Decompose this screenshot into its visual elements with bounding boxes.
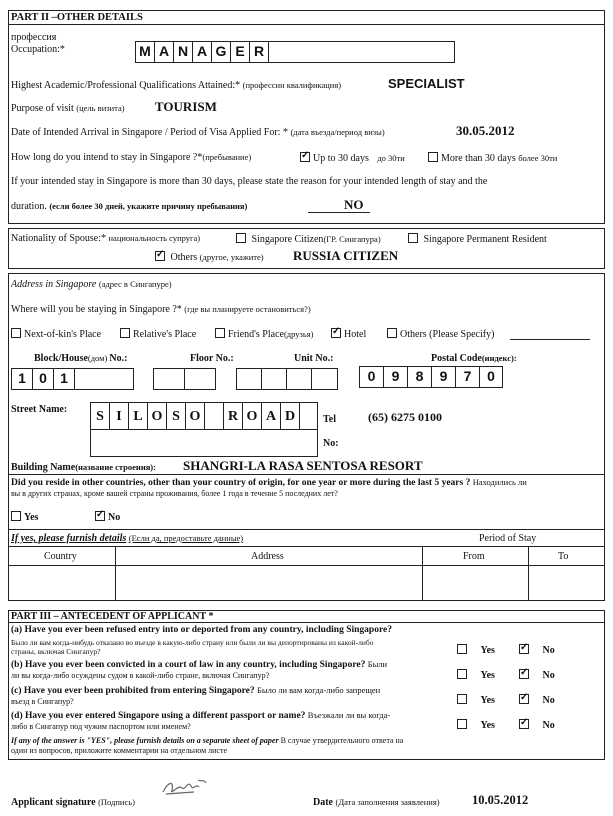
block-char: 0 <box>32 368 54 390</box>
arrival-label <box>11 127 385 138</box>
question-a-ru-1: Было ли вам когда-нибудь отказано во въезде в какую-либо страну или были ли вы депортированы из какой-либо <box>11 638 374 647</box>
date-label <box>313 797 440 808</box>
street-char: S <box>166 402 186 430</box>
street-char: L <box>128 402 148 430</box>
street-char: A <box>261 402 281 430</box>
street-char: D <box>280 402 300 430</box>
street-char: I <box>109 402 129 430</box>
no-label: No <box>542 720 555 731</box>
part2-title-divider <box>8 24 605 25</box>
spouse-option-citizen-label: Singapore Citizen <box>251 234 324 245</box>
spouse-label <box>11 233 200 244</box>
other-country-no[interactable] <box>95 511 120 523</box>
question-d-yes[interactable] <box>457 719 495 731</box>
signature-label <box>11 797 135 808</box>
where-label-ru: (где вы планируете остановиться?) <box>184 304 311 314</box>
checkbox-checked-icon <box>95 511 105 521</box>
where-option-label: Relative's Place <box>133 329 197 340</box>
block-char: 1 <box>53 368 75 390</box>
street-char <box>204 402 224 430</box>
street-char: O <box>147 402 167 430</box>
block-char: 1 <box>11 368 33 390</box>
occupation-char: M <box>135 41 155 63</box>
part2-title: PART II –OTHER DETAILS <box>11 12 143 23</box>
checkbox-icon <box>120 328 130 338</box>
part3-title: PART III – ANTECEDENT OF APPLICANT * <box>11 611 214 622</box>
other-country-yes[interactable] <box>11 511 38 523</box>
postal-char: 9 <box>383 366 408 388</box>
tel-label: Tel <box>323 414 336 425</box>
other-country-question-ru: Находились ли <box>472 477 527 487</box>
address-label <box>11 279 172 290</box>
question-b-ru-inline: Были <box>367 659 388 669</box>
date-label-ru: (Дата заполнения заявления) <box>335 797 440 807</box>
question-b-ru-1: ли вы когда-либо осуждены судом в какой-либо стране, включая Сингапур? <box>11 671 270 680</box>
purpose-label-en: Purpose of visit <box>11 103 74 114</box>
question-c-no[interactable] <box>519 694 555 706</box>
stay-label <box>11 152 251 163</box>
checkbox-icon <box>457 644 467 654</box>
purpose-label-ru: (цель визита) <box>76 103 125 113</box>
street-char: R <box>223 402 243 430</box>
col-from-header: From <box>463 551 485 562</box>
where-option-others[interactable] <box>387 328 494 340</box>
spouse-option-citizen[interactable] <box>236 233 381 245</box>
where-label <box>11 304 311 315</box>
reason-line-2 <box>11 201 247 212</box>
table-header-top <box>8 546 605 547</box>
where-option-hotel[interactable] <box>331 328 366 340</box>
address-label-ru: (адрес в Сингапуре) <box>98 279 172 289</box>
ifyes-label-en: If yes, please furnish details <box>11 533 127 544</box>
postal-field[interactable] <box>359 366 503 388</box>
block-label <box>34 353 127 364</box>
postal-char: 9 <box>431 366 456 388</box>
other-country-question <box>11 477 527 488</box>
yes-label: Yes <box>480 720 495 731</box>
block-label-ru: (дом) <box>87 353 108 363</box>
spouse-option-pr-label: Singapore Permanent Resident <box>423 234 547 245</box>
checkbox-checked-icon <box>331 328 341 338</box>
checkbox-icon <box>11 511 21 521</box>
qualifications-label-ru: (профессин квалификация) <box>242 80 342 90</box>
period-label: Period of Stay <box>479 533 537 544</box>
reason-label-en: duration. <box>11 201 47 212</box>
unit-field[interactable] <box>236 368 338 390</box>
checkbox-icon <box>428 152 438 162</box>
checkbox-icon <box>408 233 418 243</box>
floor-cell <box>153 368 185 390</box>
signature-label-ru: (Подпись) <box>98 797 135 807</box>
stay-option-30-days[interactable] <box>300 152 405 164</box>
no-label: No <box>542 670 555 681</box>
stay-label-en: How long do you intend to stay in Singapore ?* <box>11 152 203 163</box>
stay-label-ru: (пребывание) <box>202 152 252 162</box>
checkbox-icon <box>457 719 467 729</box>
unit-cell <box>261 368 287 390</box>
part3-note-ru-1: В случае утвердительного ответа на <box>280 736 404 745</box>
question-a: (a) Have you ever been refused entry into or deported from any country, including Singapore? <box>11 625 392 635</box>
unit-cell <box>311 368 338 390</box>
where-others-underline <box>510 339 590 340</box>
part3-note-ru-2: один из вопросов, приложите комментарии на отдельном листе <box>11 746 228 755</box>
spouse-option-others-ru: (другое, укажите) <box>199 252 264 262</box>
reason-value[interactable]: NO <box>344 197 364 212</box>
signature-label-en: Applicant signature <box>11 797 96 808</box>
ifyes-label-ru: (Если да, предоставьте данные) <box>128 533 244 543</box>
checkbox-icon <box>387 328 397 338</box>
occupation-field[interactable] <box>135 41 455 63</box>
where-option-friend-ru: (друзья) <box>283 329 314 339</box>
spouse-value[interactable]: RUSSIA CITIZEN <box>293 248 399 263</box>
occupation-char: E <box>230 41 250 63</box>
checkbox-icon <box>215 328 225 338</box>
building-label-ru: (название строения): <box>75 462 156 472</box>
question-d-en: (d) Have you ever entered Singapore using a different passport or name? <box>11 711 306 721</box>
no-label: No <box>542 645 555 656</box>
question-c-en: (c) Have you ever been prohibited from entering Singapore? <box>11 686 255 696</box>
block-field[interactable] <box>11 368 134 390</box>
unit-label: Unit No.: <box>294 353 334 364</box>
question-b-yes[interactable] <box>457 669 495 681</box>
ifyes-label <box>11 533 243 544</box>
checkbox-checked-icon <box>519 694 529 704</box>
question-c-ru-1: въезд в Сингапур? <box>11 697 74 706</box>
table-row[interactable] <box>8 566 605 600</box>
street-char <box>299 402 318 430</box>
other-country-divider <box>8 474 605 475</box>
purpose-value[interactable]: TOURISM <box>155 99 217 114</box>
stay-option-30-label: Up to 30 days <box>313 153 369 164</box>
ifyes-divider <box>8 529 605 530</box>
stay-option-more-ru: более 30ти <box>518 153 558 163</box>
qualifications-label <box>11 80 341 91</box>
occupation-char: R <box>249 41 269 63</box>
where-option-label: Next-of-kin's Place <box>24 329 102 340</box>
stay-option-30-ru: до 30ти <box>377 153 405 163</box>
other-country-question-ru-2: вы в других странах, кроме вашей страны проживания, более 1 года в течение 5 последних лет? <box>11 489 338 498</box>
other-country-question-en: Did you reside in other countries, other than your country of origin, for one year or more during the last 5 years ? <box>11 478 471 488</box>
part3-note-en: If any of the answer is "YES", please furnish details on a separate sheet of paper <box>11 736 279 745</box>
col-to-header: To <box>558 551 569 562</box>
postal-char: 7 <box>455 366 480 388</box>
block-blank-cells <box>74 368 134 390</box>
postal-label-ru: (индекс): <box>481 353 517 363</box>
question-c-ru-inline: Было ли вам когда-либо запрещен <box>257 685 381 695</box>
occupation-char: N <box>173 41 193 63</box>
checkbox-checked-icon <box>519 669 529 679</box>
street-char: O <box>185 402 205 430</box>
occupation-char: A <box>192 41 212 63</box>
checkbox-checked-icon <box>300 152 310 162</box>
where-option-label: Others (Please Specify) <box>400 329 495 340</box>
where-option-relative[interactable] <box>120 328 196 340</box>
checkbox-checked-icon <box>519 644 529 654</box>
tel-no-label: No: <box>323 438 339 449</box>
postal-label-en: Postal Code <box>431 353 482 364</box>
floor-label: Floor No.: <box>190 353 234 364</box>
arrival-value[interactable]: 30.05.2012 <box>456 123 515 138</box>
occupation-label: Occupation:* <box>11 44 65 55</box>
block-label-no: No.: <box>109 353 128 364</box>
qualifications-value[interactable]: SPECIALIST <box>388 76 465 91</box>
yes-label: Yes <box>24 512 39 523</box>
arrival-label-ru: (дата въезда/период визы) <box>290 127 385 137</box>
occupation-char: A <box>154 41 174 63</box>
spouse-label-en: Nationality of Spouse:* <box>11 233 106 244</box>
no-label: No <box>542 695 555 706</box>
part3-note <box>11 736 403 745</box>
question-b <box>11 659 387 670</box>
question-a-yes[interactable] <box>457 644 495 656</box>
arrival-label-en: Date of Intended Arrival in Singapore / Period of Visa Applied For: * <box>11 127 288 138</box>
checkbox-checked-icon <box>155 251 165 261</box>
building-label <box>11 462 156 473</box>
col-country-header: Country <box>44 551 77 562</box>
date-value[interactable]: 10.05.2012 <box>472 793 529 807</box>
floor-cell <box>184 368 216 390</box>
part3-title-divider <box>8 622 605 623</box>
spouse-option-pr[interactable] <box>408 233 547 245</box>
question-b-en: (b) Have you ever been convicted in a court of law in any country, including Singapore? <box>11 660 366 670</box>
question-d <box>11 710 390 721</box>
checkbox-icon <box>236 233 246 243</box>
street-char: S <box>90 402 110 430</box>
unit-cell <box>236 368 262 390</box>
spouse-option-citizen-ru: (ГР. Сингапура) <box>323 234 381 244</box>
stay-option-more-30-days[interactable] <box>428 152 557 164</box>
yes-label: Yes <box>480 695 495 706</box>
question-d-no[interactable] <box>519 719 555 731</box>
checkbox-icon <box>11 328 21 338</box>
tel-value[interactable]: (65) 6275 0100 <box>368 410 442 424</box>
block-label-en: Block/House <box>34 353 88 364</box>
question-d-ru-1: либо в Сингапур под чужим паспортом или именем? <box>11 722 191 731</box>
occupation-ru-label: профессия <box>11 32 57 43</box>
address-label-en: Address in Singapore <box>11 279 97 290</box>
where-option-next-of-kin[interactable] <box>11 328 101 340</box>
where-option-label: Friend's Place <box>228 329 284 340</box>
yes-label: Yes <box>480 670 495 681</box>
reason-label-ru: (если более 30 дней, укажите причину пребывания) <box>49 201 248 211</box>
purpose-label <box>11 103 125 114</box>
checkbox-icon <box>457 694 467 704</box>
where-option-friend[interactable] <box>215 328 314 340</box>
postal-char: 0 <box>479 366 503 388</box>
postal-label <box>431 353 517 364</box>
spouse-option-others[interactable] <box>155 251 264 263</box>
question-a-ru-2: страны, включая Сингапур? <box>11 647 101 656</box>
unit-cell <box>286 368 312 390</box>
street-lower-row <box>90 429 318 457</box>
question-a-no[interactable] <box>519 644 555 656</box>
occupation-char: G <box>211 41 231 63</box>
occupation-blank-cells <box>268 41 455 63</box>
qualifications-label-en: Highest Academic/Professional Qualifications Attained:* <box>11 80 241 91</box>
no-label: No <box>108 512 121 523</box>
floor-field[interactable] <box>153 368 216 390</box>
spouse-option-others-label: Others <box>170 252 198 263</box>
question-c <box>11 685 380 696</box>
reason-line-1: If your intended stay in Singapore is more than 30 days, please state the reason for your intended length of stay and the <box>11 176 488 187</box>
where-option-label: Hotel <box>344 329 367 340</box>
signature-image <box>160 774 210 802</box>
question-b-no[interactable] <box>519 669 555 681</box>
checkbox-icon <box>457 669 467 679</box>
date-label-en: Date <box>313 797 333 808</box>
question-c-yes[interactable] <box>457 694 495 706</box>
checkbox-checked-icon <box>519 719 529 729</box>
postal-char: 8 <box>407 366 432 388</box>
postal-char: 0 <box>359 366 384 388</box>
street-field[interactable] <box>90 402 318 457</box>
street-char: O <box>242 402 262 430</box>
question-d-ru-inline: Въезжали ли вы когда- <box>307 710 391 720</box>
spouse-label-ru: национальность супруга) <box>108 233 201 243</box>
col-address-header: Address <box>251 551 284 562</box>
yes-label: Yes <box>480 645 495 656</box>
building-value[interactable]: SHANGRI-LA RASA SENTOSA RESORT <box>183 458 423 473</box>
building-label-en: Building Name <box>11 462 76 473</box>
street-label: Street Name: <box>11 404 68 415</box>
where-label-en: Where will you be staying in Singapore ?* <box>11 304 182 315</box>
stay-option-more-label: More than 30 days <box>441 153 516 164</box>
